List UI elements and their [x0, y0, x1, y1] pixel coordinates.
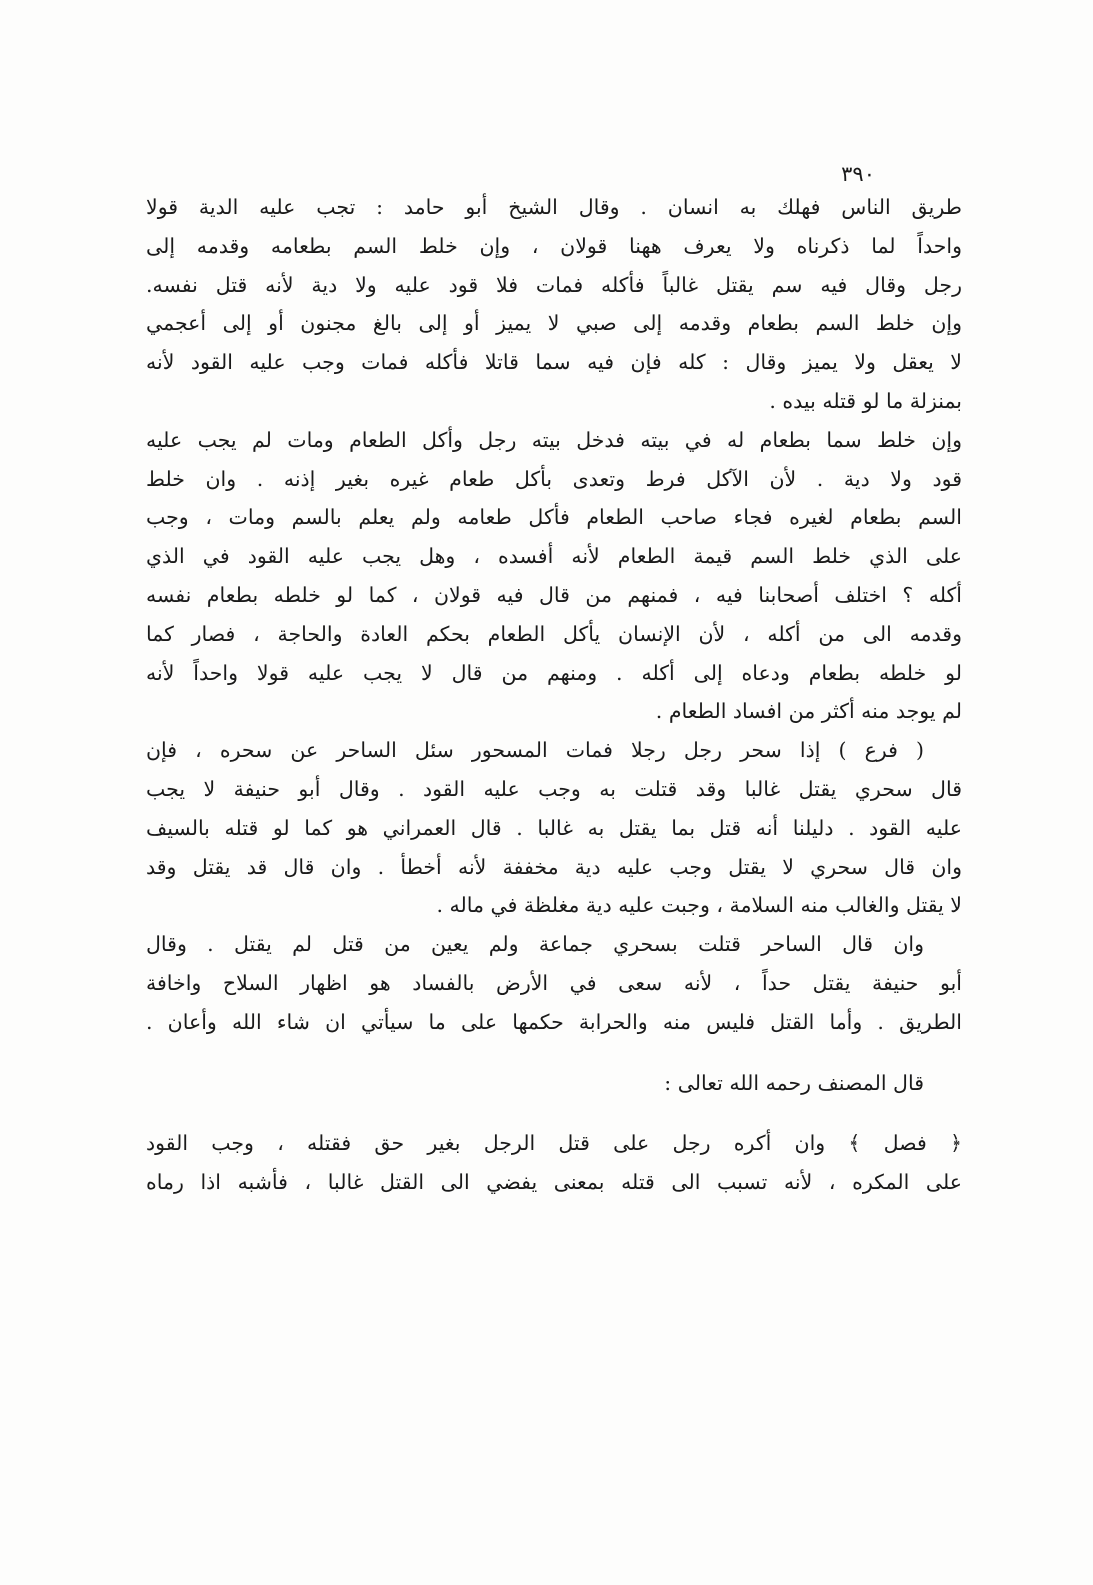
text-line: لو خلطه بطعام ودعاه إلى أكله . ومنهم من قال لا يجب عليه قولا واحداً لأنه: [146, 660, 962, 685]
text-line: على المكره ، لأنه تسبب الى قتله بمعنى يفضي الى القتل غالبا ، فأشبه اذا رماه: [146, 1170, 962, 1195]
text-line: واحداً لما ذكرناه ولا يعرف ههنا قولان ، وإن خلط السم بطعامه وقدمه إلى: [146, 233, 962, 258]
text-line: أكله ؟ اختلف أصحابنا فيه ، فمنهم من قال فيه قولان ، كما لو خلطه بطعام نفسه: [146, 582, 962, 607]
text-line: عليه القود . دليلنا أنه قتل بما يقتل به غالبا . قال العمراني هو كما لو قتله بالسيف: [146, 815, 962, 840]
page-number: ٣٩٠: [841, 162, 875, 186]
text-line: وإن خلط سما بطعام له في بيته فدخل بيته رجل وأكل الطعام ومات لم يجب عليه: [146, 427, 962, 452]
text-line: طريق الناس فهلك به انسان . وقال الشيخ أبو حامد : تجب عليه الدية قولا: [146, 195, 962, 219]
text-line: وإن خلط السم بطعام وقدمه إلى صبي لا يميز أو إلى بالغ مجنون أو إلى أعجمي: [146, 311, 962, 336]
text-line: أبو حنيفة يقتل حداً ، لأنه سعى في الأرض بالفساد هو اظهار السلاح واخافة: [146, 970, 962, 995]
text-line: لم يوجد منه أكثر من افساد الطعام .: [655, 699, 962, 724]
body-text: [146, 188, 962, 1202]
text-line: لا يقتل والغالب منه السلامة ، وجبت عليه دية مغلظة في ماله .: [436, 893, 962, 918]
text-line: السم بطعام لغيره فجاء صاحب الطعام فأكل طعامه ولم يعلم بالسم ومات ، وجب: [146, 505, 962, 530]
section-heading: قال المصنف رحمه الله تعالى :: [664, 1070, 924, 1095]
text-line: ﴿ فصل ﴾ وان أكره رجل على قتل الرجل بغير حق فقتله ، وجب القود: [146, 1131, 962, 1156]
text-line: ( فرع ) إذا سحر رجل رجلا فمات المسحور سئل الساحر عن سحره ، فإن: [146, 738, 924, 763]
text-line: الطريق . وأما القتل فليس منه والحرابة حكمها على ما سيأتي ان شاء الله وأعان .: [146, 1009, 962, 1034]
text-line: قال سحري يقتل غالبا وقد قتلت به وجب عليه القود . وقال أبو حنيفة لا يجب: [146, 776, 962, 801]
text-line: وان قال سحري لا يقتل وجب عليه دية مخففة لأنه أخطأ . وان قال قد يقتل وقد: [146, 854, 962, 879]
text-line: لا يعقل ولا يميز وقال : كله فإن فيه سما قاتلا فأكله فمات وجب عليه القود لأنه: [146, 350, 962, 375]
text-line: بمنزلة ما لو قتله بيده .: [769, 388, 962, 413]
text-line: وان قال الساحر قتلت بسحري جماعة ولم يعين من قتل لم يقتل . وقال: [146, 932, 924, 957]
text-line: رجل وقال فيه سم يقتل غالباً فأكله فمات فلا قود عليه ولا دية لأنه قتل نفسه.: [146, 272, 962, 297]
text-line: على الذي خلط السم قيمة الطعام لأنه أفسده ، وهل يجب عليه القود في الذي: [146, 544, 962, 569]
text-line: قود ولا دية . لأن الآكل فرط وتعدى بأكل طعام غيره بغير إذنه . وان خلط: [146, 466, 962, 491]
text-line: وقدمه الى من أكله ، لأن الإنسان يأكل الطعام بحكم العادة والحاجة ، فصار كما: [146, 621, 962, 646]
